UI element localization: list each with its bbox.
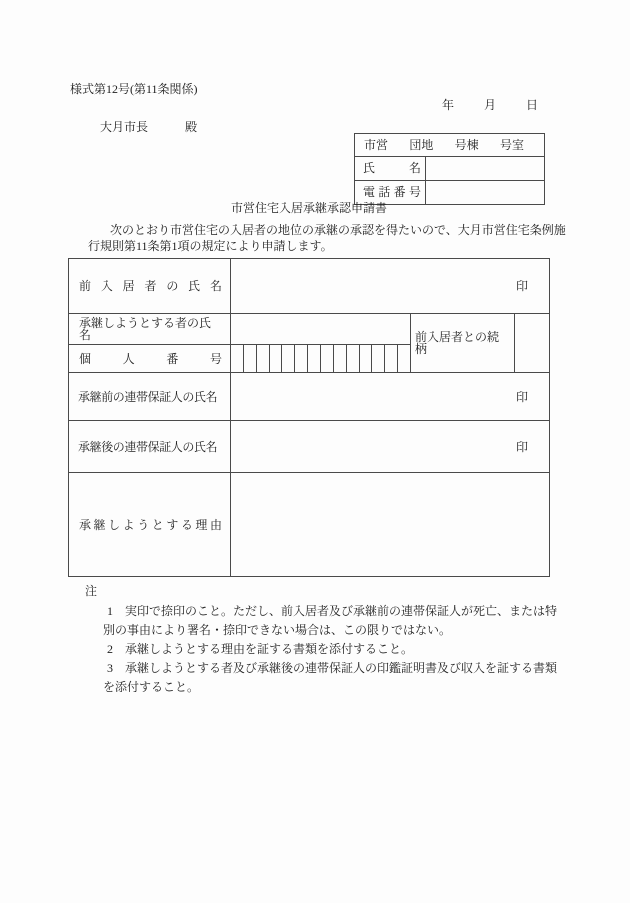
personal-number-box[interactable]: [282, 345, 295, 372]
personal-number-boxes[interactable]: [231, 345, 411, 373]
form-number: 様式第12号(第11条関係): [70, 82, 198, 96]
personal-number-box[interactable]: [334, 345, 347, 372]
guarantor-before-input-cell[interactable]: [231, 373, 549, 421]
addressee-honorific: 殿: [185, 120, 198, 134]
previous-tenant-input-cell[interactable]: [231, 259, 549, 314]
personal-number-box[interactable]: [295, 345, 308, 372]
applicant-name-input-cell[interactable]: [426, 157, 544, 180]
personal-number-box[interactable]: [372, 345, 385, 372]
day-label: 日: [526, 98, 539, 112]
applicant-contact-table: [354, 133, 545, 205]
note-line-3: 2 承継しようとする理由を証する書類を添付すること。: [107, 642, 414, 656]
guarantor-after-label: 承継後の連帯保証人の氏名: [78, 439, 218, 454]
successor-name-input-cell[interactable]: [231, 314, 411, 345]
applicant-name-label: 氏名: [363, 161, 421, 176]
personal-number-label: 個人番号: [79, 351, 222, 366]
guarantor-before-label-cell: [69, 373, 231, 421]
housing-label-shiei: 市営: [364, 138, 389, 153]
reason-label: 承継しようとする理由: [79, 517, 222, 532]
personal-number-box[interactable]: [308, 345, 321, 372]
note-line-5: を添付すること。: [103, 680, 200, 694]
seal-mark-2: 印: [515, 389, 528, 404]
personal-number-box[interactable]: [385, 345, 398, 372]
personal-number-box[interactable]: [321, 345, 334, 372]
application-table: [68, 258, 550, 577]
kinship-label: 前入居者との続柄: [415, 330, 500, 356]
housing-label-goshitsu: 号室: [499, 138, 524, 153]
guarantor-before-label: 承継前の連帯保証人の氏名: [78, 389, 218, 404]
notes-heading: 注: [85, 584, 98, 598]
year-label: 年: [442, 98, 455, 112]
addressee-name: 大月市長: [100, 120, 149, 134]
kinship-label-cell: [411, 314, 515, 373]
housing-label-danchi: 団地: [409, 138, 434, 153]
successor-label-cell: [69, 314, 231, 345]
note-line-1: 1 実印で捺印のこと。ただし、前入居者及び承継前の連帯保証人が死亡、または特: [107, 604, 558, 618]
housing-label-gotou: 号棟: [454, 138, 479, 153]
personal-number-box[interactable]: [360, 345, 373, 372]
document-title: 市営住宅入居承継承認申請書: [230, 201, 387, 215]
body-line-2: 行規則第11条第1項の規定により申請します。: [88, 239, 333, 253]
seal-mark-1: 印: [515, 279, 528, 293]
personal-number-box[interactable]: [257, 345, 270, 372]
kinship-input-cell[interactable]: [515, 314, 549, 373]
month-label: 月: [484, 98, 497, 112]
seal-mark-3: 印: [515, 439, 528, 454]
note-line-2: 別の事由により署名・捺印できない場合は、この限りではない。: [103, 623, 452, 637]
phone-label: 電話番号: [363, 185, 421, 200]
note-line-4: 3 承継しようとする者及び承継後の連帯保証人の印鑑証明書及び収入を証する書類: [107, 661, 558, 675]
personal-number-box[interactable]: [270, 345, 283, 372]
personal-number-box[interactable]: [244, 345, 257, 372]
personal-number-box[interactable]: [398, 345, 410, 372]
personal-number-box[interactable]: [231, 345, 244, 372]
date-line: [442, 99, 538, 111]
housing-address-row[interactable]: [355, 134, 544, 157]
guarantor-after-input-cell[interactable]: [231, 421, 549, 473]
previous-tenant-label-cell: [69, 259, 231, 314]
reason-input-cell[interactable]: [231, 473, 549, 576]
successor-label: 承継しようとする者の氏名: [79, 316, 212, 342]
phone-input-cell[interactable]: [426, 181, 544, 204]
previous-tenant-label: 前入居者の氏名: [79, 279, 222, 293]
addressee-line: [100, 121, 197, 133]
body-line-1: 次のとおり市営住宅の入居者の地位の承継の承認を得たいので、大月市営住宅条例施: [110, 223, 566, 237]
guarantor-after-label-cell: [69, 421, 231, 473]
personal-number-box[interactable]: [347, 345, 360, 372]
personal-number-label-cell: [69, 345, 231, 373]
reason-label-cell: [69, 473, 231, 576]
applicant-name-label-cell: [355, 157, 426, 180]
